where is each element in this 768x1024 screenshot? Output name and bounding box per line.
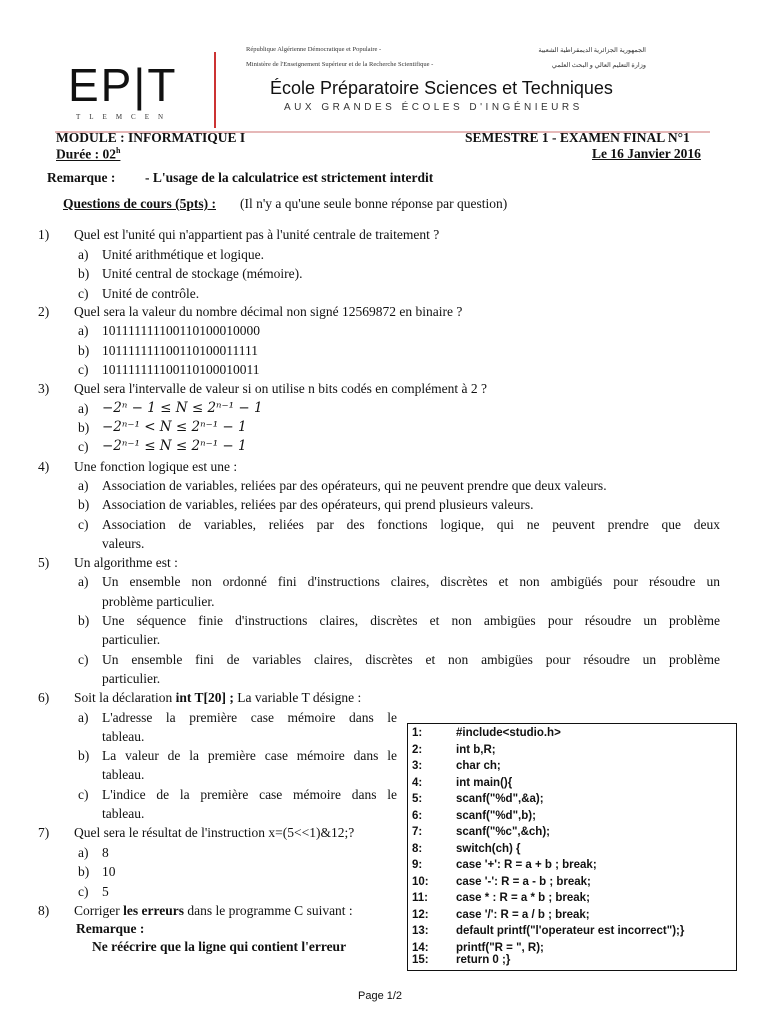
gov-line-2-ar: وزارة التعليم العالي و البحث العلمي	[551, 62, 646, 69]
semester-label: SEMESTRE 1 - EXAMEN FINAL N°1	[465, 130, 690, 145]
question-number: 2)	[38, 304, 50, 319]
remark-label: Remarque :	[47, 170, 116, 185]
gov-line-2-fr: Ministère de l'Enseignement Supérieur et de la Recherche Scientifique -	[246, 61, 434, 68]
question-text: Quel sera le résultat de l'instruction x=(5<<1)&12;?	[74, 825, 355, 840]
question-text: Un algorithme est :	[74, 555, 178, 570]
option-letter: b)	[78, 613, 90, 628]
question-remark: Remarque :	[76, 921, 145, 936]
option-text: 101111111100110100011111	[102, 343, 258, 358]
gov-line-1-ar: الجمهورية الجزائرية الديمقراطية الشعبية	[538, 47, 646, 54]
option-text: L'indice de la première case mémoire dans le	[102, 787, 397, 802]
option-text: Association de variables, reliées par des opérateurs, qui ne peuvent prendre que deux valeurs.	[102, 478, 607, 493]
option-text: 101111111100110100010011	[102, 362, 260, 377]
option-text: La valeur de la première case mémoire dans le	[102, 748, 397, 763]
option-letter: c)	[78, 517, 89, 532]
option-letter: c)	[78, 286, 89, 301]
code-line: 3: char ch;	[412, 760, 501, 772]
code-line: 1: #include<studio.h>	[412, 727, 561, 739]
option-formula: −2ⁿ⁻¹ < N ≤ 2ⁿ⁻¹ − 1	[102, 419, 247, 435]
code-line: 2: int b,R;	[412, 743, 496, 756]
option-text: Unité de contrôle.	[102, 286, 200, 301]
exam-date: Le 16 Janvier 2016	[592, 146, 701, 161]
gov-line-1	[246, 46, 646, 53]
option-letter: b)	[78, 748, 90, 763]
question-instruction: Ne réécrire que la ligne qui contient l'erreur	[92, 939, 347, 954]
option-text: Unité arithmétique et logique.	[102, 247, 264, 262]
question-text: Corriger les erreurs dans le programme C suivant :	[74, 903, 353, 918]
code-line: 14: printf("R = ", R);	[412, 941, 544, 954]
page-number: Page 1/2	[358, 990, 403, 1002]
section-note: (Il n'y a qu'une seule bonne réponse par question)	[240, 196, 508, 211]
question-number: 4)	[38, 459, 50, 474]
option-text: 8	[102, 845, 109, 860]
option-letter: a)	[78, 574, 89, 589]
option-letter: a)	[78, 323, 89, 338]
question-number: 7)	[38, 825, 50, 840]
question-number: 3)	[38, 381, 50, 396]
option-text-cont: tableau.	[102, 729, 145, 744]
question-number: 8)	[38, 903, 50, 918]
option-letter: c)	[78, 439, 89, 454]
code-line: 10: case '-': R = a - b ; break;	[412, 875, 591, 888]
option-letter: c)	[78, 652, 89, 667]
option-letter: b)	[78, 864, 90, 879]
section-title: Questions de cours (5pts) :	[63, 196, 217, 211]
option-text: Un ensemble fini de variables claires, discrètes et non ambigües pour résoudre un problème	[102, 652, 720, 667]
option-text: Un ensemble non ordonné fini d'instructions claires, discrètes et non ambigüés pour résoudre un	[102, 574, 720, 589]
option-letter: a)	[78, 247, 89, 262]
option-text: 5	[102, 884, 109, 899]
option-formula: −2ⁿ − 1 ≤ N ≤ 2ⁿ⁻¹ − 1	[102, 400, 263, 416]
code-line: 9: case '+': R = a + b ; break;	[412, 859, 597, 871]
option-letter: c)	[78, 787, 89, 802]
code-line: 7: scanf("%c",&ch);	[412, 826, 550, 838]
option-formula: −2ⁿ⁻¹ ≤ N ≤ 2ⁿ⁻¹ − 1	[102, 438, 247, 454]
option-letter: a)	[78, 845, 89, 860]
option-letter: b)	[78, 266, 90, 281]
duration-label: Durée : 02$^h$	[56, 146, 121, 162]
option-letter: c)	[78, 362, 89, 377]
question-text: Une fonction logique est une :	[74, 459, 238, 474]
option-text: L'adresse la première case mémoire dans le	[102, 710, 397, 725]
option-text: Une séquence finie d'instructions claires, discrètes et non ambigües pour résoudre un problème	[102, 613, 720, 628]
code-line: 12: case '/': R = a / b ; break;	[412, 908, 590, 921]
code-line: 5: scanf("%d",&a);	[412, 793, 544, 805]
option-text: 10	[102, 864, 116, 879]
option-letter: b)	[78, 420, 90, 435]
option-text-cont: problème particulier.	[102, 594, 215, 609]
option-text: 101111111100110100010000	[102, 323, 260, 338]
school-logo: EP|T	[68, 59, 178, 111]
code-line: 8: switch(ch) {	[412, 842, 521, 855]
question-text: Quel sera l'intervalle de valeur si on utilise n bits codés en complément à 2 ?	[74, 381, 487, 396]
option-letter: b)	[78, 343, 90, 358]
option-text-cont: tableau.	[102, 767, 145, 782]
question-text: Soit la déclaration int T[20] ; La variable T désigne :	[74, 690, 362, 705]
option-letter: a)	[78, 478, 89, 493]
option-letter: a)	[78, 401, 89, 416]
option-text-cont: tableau.	[102, 806, 145, 821]
logo-subtitle: TLEMCEN	[76, 113, 173, 121]
option-letter: a)	[78, 710, 89, 725]
option-letter: b)	[78, 497, 90, 512]
question-text: Quel est l'unité qui n'appartient pas à l'unité centrale de traitement ?	[74, 227, 440, 242]
school-name: École Préparatoire Sciences et Techniques	[270, 78, 613, 98]
question-number: 1)	[38, 227, 50, 242]
option-text: Unité central de stockage (mémoire).	[102, 266, 303, 281]
code-line: 4: int main(){	[412, 776, 513, 789]
option-text-cont: particulier.	[102, 671, 161, 686]
option-text-cont: particulier.	[102, 632, 161, 647]
code-listing	[407, 723, 737, 971]
remark-text: - L'usage de la calculatrice est strictement interdit	[145, 170, 434, 185]
code-line: 15: return 0 ;}	[412, 954, 511, 966]
question-text: Quel sera la valeur du nombre décimal non signé 12569872 en binaire ?	[74, 304, 463, 319]
option-letter: c)	[78, 884, 89, 899]
code-line: 11: case * : R = a * b ; break;	[412, 892, 590, 904]
question-number: 5)	[38, 555, 50, 570]
gov-line-2	[246, 61, 646, 68]
header-divider	[214, 52, 216, 128]
module-label: MODULE : INFORMATIQUE I	[56, 130, 246, 145]
option-text: Association de variables, reliées par des opérateurs, qui prend plusieurs valeurs.	[102, 497, 534, 512]
question-number: 6)	[38, 690, 50, 705]
school-tagline: AUX GRANDES ÉCOLES D'INGÉNIEURS	[284, 102, 583, 113]
gov-line-1-fr: République Algérienne Démocratique et Populaire -	[246, 46, 382, 53]
code-line: 13: default printf("l'operateur est incorrect");}	[412, 925, 685, 937]
option-text: Association de variables, reliées par des fonctions logique, qui ne peuvent prendre que deux	[102, 517, 720, 532]
code-line: 6: scanf("%d",b);	[412, 809, 536, 822]
option-text-cont: valeurs.	[102, 536, 145, 551]
